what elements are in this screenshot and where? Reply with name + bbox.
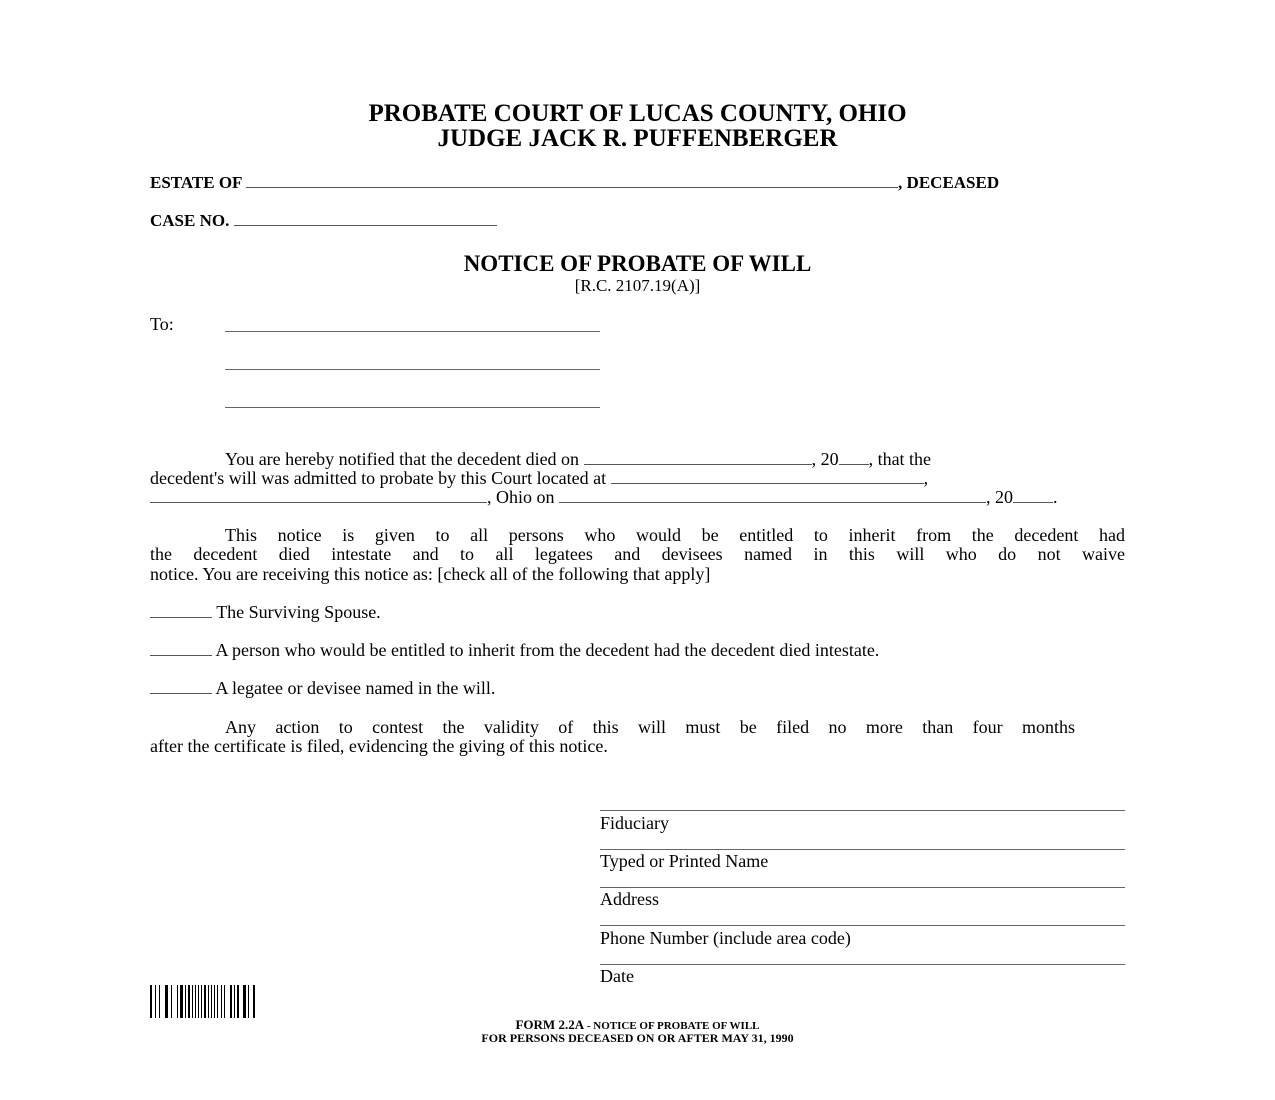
printed-name-label: Typed or Printed Name xyxy=(600,851,769,871)
notice-title: NOTICE OF PROBATE OF WILL xyxy=(463,251,812,276)
text: , 20 xyxy=(811,449,839,469)
para1-line3 xyxy=(150,487,1058,507)
barcode xyxy=(150,985,338,1018)
fiduciary-label: Fiduciary xyxy=(600,813,669,833)
date-line[interactable] xyxy=(600,964,1125,965)
text: . xyxy=(1053,487,1058,507)
recipient-field-3[interactable] xyxy=(225,407,600,408)
check-blank[interactable] xyxy=(150,603,212,618)
case-label: CASE NO. xyxy=(150,211,230,230)
address-line[interactable] xyxy=(600,887,1125,888)
text: decedent's will was admitted to probate by this Court located at xyxy=(150,468,607,488)
text: , 20 xyxy=(986,487,1013,507)
check-blank[interactable] xyxy=(150,679,212,694)
death-year-field[interactable] xyxy=(839,450,869,465)
date-label: Date xyxy=(600,966,634,986)
para3-line2: after the certificate is filed, evidencing the giving of this notice. xyxy=(150,736,608,756)
probate-year-field[interactable] xyxy=(1013,488,1053,503)
text: , that the xyxy=(868,449,932,469)
barcode-gap xyxy=(255,985,257,1018)
case-line xyxy=(150,211,497,231)
form-number: FORM 2.2A xyxy=(515,1017,585,1032)
phone-line[interactable] xyxy=(600,925,1125,926)
recipient-field-1[interactable] xyxy=(225,331,600,332)
footer-applicability: FOR PERSONS DECEASED ON OR AFTER MAY 31, 1990 xyxy=(481,1031,794,1045)
to-label: To: xyxy=(150,314,174,334)
checkbox-heir[interactable] xyxy=(150,640,879,660)
estate-label: ESTATE OF xyxy=(150,173,242,192)
check-label: A legatee or devisee named in the will. xyxy=(215,678,496,698)
para3-line1: Any action to contest the validity of this will must be filed no more than four months xyxy=(225,717,1075,737)
text: You are hereby notified that the decedent died on xyxy=(225,449,580,469)
check-blank[interactable] xyxy=(150,641,212,656)
text: , xyxy=(923,468,929,488)
check-label: A person who would be entitled to inherit from the decedent had the decedent died intestate. xyxy=(215,640,880,660)
case-number-field[interactable] xyxy=(234,211,497,226)
statute-citation: [R.C. 2107.19(A)] xyxy=(574,276,701,295)
para2-line3: notice. You are receiving this notice as: [check all of the following that apply] xyxy=(150,564,711,584)
deceased-label: , DECEASED xyxy=(898,173,1000,192)
para2-line1: This notice is given to all persons who would be entitled to inherit from the decedent had xyxy=(225,525,1125,545)
address-label: Address xyxy=(600,889,659,909)
death-date-field[interactable] xyxy=(584,450,812,465)
check-label: The Surviving Spouse. xyxy=(216,602,381,622)
text: , Ohio on xyxy=(487,487,555,507)
checkbox-legatee[interactable] xyxy=(150,678,495,698)
para1-line1 xyxy=(225,449,931,469)
form-title: - NOTICE OF PROBATE OF WILL xyxy=(584,1020,760,1032)
estate-name-field[interactable] xyxy=(246,173,898,188)
para2-line2: the decedent died intestate and to all legatees and devisees named in this will who do not waive xyxy=(150,544,1125,564)
printed-name-line[interactable] xyxy=(600,849,1125,850)
court-title: PROBATE COURT OF LUCAS COUNTY, OHIO xyxy=(368,100,907,127)
recipient-field-2[interactable] xyxy=(225,369,600,370)
judge-name: JUDGE JACK R. PUFFENBERGER xyxy=(437,125,838,152)
city-field[interactable] xyxy=(150,488,487,503)
phone-label: Phone Number (include area code) xyxy=(600,928,851,948)
fiduciary-signature-line[interactable] xyxy=(600,810,1125,811)
para1-line2 xyxy=(150,468,928,488)
probate-date-field[interactable] xyxy=(559,488,986,503)
checkbox-surviving-spouse[interactable] xyxy=(150,602,381,622)
estate-line xyxy=(150,173,999,193)
court-location-field[interactable] xyxy=(611,469,924,484)
